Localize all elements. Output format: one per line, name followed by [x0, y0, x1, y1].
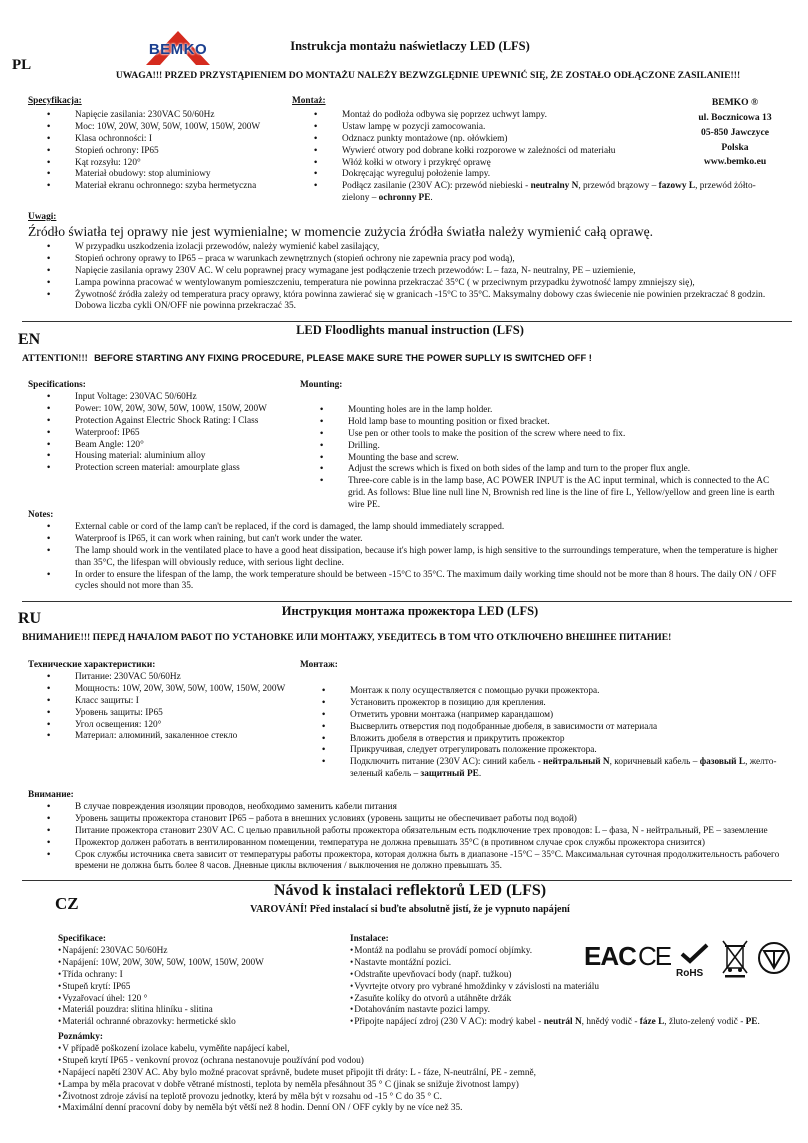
- pl-big-note: Źródło światła tej oprawy nie jest wymienialne; w momencie zużycia źródła światła należy wymienić całą oprawę.: [28, 224, 654, 239]
- list-item: • External cable or cord of the lamp can't be replaced, if the cord is damaged, the lamp should immediately scrapped.: [75, 522, 793, 534]
- list-item: • Protection screen material: amourplate glass: [75, 463, 295, 475]
- list-item: • Odznacz punkty montażowe (np. ołówkiem): [342, 134, 782, 146]
- ru-title: Инструкция монтажа прожектора LED (LFS): [281, 604, 539, 618]
- list-item: • Napájení: 10W, 20W, 30W, 50W, 100W, 150W, 200W: [58, 958, 348, 970]
- wiring-text: , przewód brązowy –: [578, 181, 659, 192]
- list-item: • Wywierć otwory pod dobrane kołki rozporowe w zależności od materiału: [342, 146, 782, 158]
- pl-spec-list: [75, 110, 295, 193]
- lang-en-label: EN: [18, 331, 41, 348]
- list-item: • Lampa by měla pracovat v dobře větrané místnosti, teplota by neměla přesáhnout 35 ° C (jinak se snižuje životnost lampy): [58, 1080, 788, 1092]
- wiring-text: , желто-зеленый кабель –: [350, 757, 777, 780]
- cz-spec-list: [58, 946, 348, 1029]
- wiring-earth: защитный PE: [420, 769, 479, 780]
- list-item: • Three-core cable is in the lamp base, AC POWER INPUT is the AC input terminal, which is connected to the AC grid. As follows: Blue line null line N, Brownish red line is the line of fire L, Yellow/yellow and green line is earth wire PE.: [348, 476, 788, 512]
- pl-notes-heading: Uwagi:: [28, 212, 57, 222]
- list-item: • Dokręcając wyreguluj położenie lampy.: [342, 169, 782, 181]
- weee-bin-icon: [720, 938, 750, 978]
- list-item: • Třída ochrany: I: [58, 970, 348, 982]
- list-item: • Мощность: 10W, 20W, 30W, 50W, 100W, 150W, 200W: [75, 684, 295, 696]
- cz-warning: VAROVÁNÍ! Před instalací si buďte absolutně jistí, že je vypnuto napájení: [250, 904, 570, 915]
- list-item: • Lampa powinna pracować w wentylowanym pomieszczeniu, temperatura nie powinna przekraczać 35°C ( w przeciwnym przypadku żywotność lampy zmniejszy się),: [75, 278, 793, 290]
- ru-warning: ВНИМАНИЕ!!! ПЕРЕД НАЧАЛОМ РАБОТ ПО УСТАНОВКЕ ИЛИ МОНТАЖУ, УБЕДИТЕСЬ В ТОМ ЧТО ОТКЛЮЧЕНО ВНЕШНЕЕ ПИТАНИЕ!: [22, 632, 672, 643]
- list-item: • Moc: 10W, 20W, 30W, 50W, 100W, 150W, 200W: [75, 122, 295, 134]
- list-item: • Adjust the screws which is fixed on both sides of the lamp and turn to the proper flux angle.: [348, 464, 788, 476]
- list-item: • Материал: алюминий, закаленное стекло: [75, 731, 295, 743]
- list-item: • Zasuňte kolíky do otvorů a utáhněte držák: [350, 994, 780, 1006]
- list-item: [350, 757, 788, 781]
- list-item: • Drilling.: [348, 441, 788, 453]
- pl-spec-heading: Specyfikacja:: [28, 96, 82, 106]
- bemko-logo: [132, 28, 224, 68]
- pl-mount-heading: Montaż:: [292, 96, 326, 106]
- list-item: • Napájení: 230VAC 50/60Hz: [58, 946, 348, 958]
- list-item: • Прикручивая, следует отрегулировать положение прожектора.: [350, 745, 788, 757]
- list-item: • In order to ensure the lifespan of the lamp, the work temperature should be between -15°C to 35°C. The maximum daily working time should not be more than 8 hours. The daily ON / OFF cycles should not more than 35.: [75, 570, 793, 594]
- list-item: • Beam Angle: 120°: [75, 440, 295, 452]
- list-item: • Dotahováním nastavte pozici lampy.: [350, 1005, 780, 1017]
- wiring-phase: фазовый L: [699, 757, 746, 768]
- list-item: • W przypadku uszkodzenia izolacji przewodów, należy wymienić kabel zasilający,: [75, 242, 793, 254]
- list-item: • V případě poškození izolace kabelu, vyměňte napájecí kabel,: [58, 1044, 788, 1056]
- list-item: • Уровень защиты прожектора становит IP65 – работа в внешних условиях (уровень защиты не обеспечивает работы под водой): [75, 814, 793, 826]
- lang-ru-label: RU: [18, 610, 42, 627]
- wiring-text: , žluto-zelený vodič -: [664, 1017, 746, 1028]
- address-line: 05-850 Jawczyce: [701, 126, 769, 138]
- list-item: • Housing material: aluminium alloy: [75, 451, 295, 463]
- list-item: • Maximální denní pracovní doby by neměla být větší než 8 hodin. Denní ON / OFF cykly by ne více než 35.: [58, 1103, 788, 1115]
- checkmark-icon: [676, 942, 712, 964]
- list-item: • Klasa ochronności: I: [75, 134, 295, 146]
- list-item: • Materiál pouzdra: slitina hliníku - slitina: [58, 1005, 348, 1017]
- list-item: • Вложить дюбеля в отверстия и прикрутить прожектор: [350, 734, 788, 746]
- cz-notes-heading: Poznámky:: [58, 1032, 103, 1042]
- list-item: • Ustaw lampę w pozycji zamocowania.: [342, 122, 782, 134]
- list-item: • Hold lamp base to mounting position or fixed bracket.: [348, 417, 788, 429]
- cz-mount-heading: Instalace:: [350, 934, 389, 944]
- ru-spec-list: [75, 672, 295, 743]
- list-item: • Питание прожектора становит 230V AC. С целью правильной работы прожектора обязательным есть подключение трех проводов: L – фаза, N - нейтральный, PE – заземление: [75, 826, 793, 838]
- section-divider: [22, 601, 792, 602]
- lang-pl-label: PL: [12, 57, 32, 73]
- en-mount-heading: Mounting:: [300, 380, 343, 390]
- address-line: www.bemko.eu: [703, 156, 767, 168]
- list-item: • Waterproof is IP65, it can work when raining, but can't work under the water.: [75, 534, 793, 546]
- list-item: [342, 181, 782, 205]
- list-item: [350, 1017, 780, 1029]
- list-item: • Mounting holes are in the lamp holder.: [348, 405, 788, 417]
- cz-notes-list: [58, 1044, 788, 1115]
- ru-mount-heading: Монтаж:: [300, 660, 338, 670]
- list-item: • Уровень защиты: IP65: [75, 708, 295, 720]
- list-item: • Отметить уровни монтажа (например карандашом): [350, 710, 788, 722]
- en-title: LED Floodlights manual instruction (LFS): [296, 323, 524, 337]
- pl-warning: UWAGA!!! PRZED PRZYSTĄPIENIEM DO MONTAŻU NALEŻY BEZWZGLĘDNIE UPEWNIĆ SIĘ, ŻE ZOSTAŁO ODŁĄCZONE ZASILANIE!!!: [115, 70, 741, 81]
- list-item: • Установить прожектор в позицию для крепления.: [350, 698, 788, 710]
- list-item: • Odstraňte upevňovací body (např. tužkou): [350, 970, 780, 982]
- list-item: • Срок службы источника света зависит от температуры работы прожектора, которая должна быть в диапазоне -15°C – 35°C. Максимальная суточная продолжительность рабочего времени не должна быть более 8 часов. Дневные циклы включения / выключения не должно превышать 35.: [75, 850, 793, 874]
- list-item: • The lamp should work in the ventilated place to have a good heat dissipation, because it's high power lamp, is high sensitive to the surroundings temperature, when the temperature is higher than 35°C, the lifespan will obviously reduce, with serious light decline.: [75, 546, 793, 570]
- lang-cz-label: CZ: [55, 894, 79, 913]
- pl-title: Instrukcja montażu naświetlaczy LED (LFS): [290, 39, 530, 53]
- wiring-phase: fáze L: [639, 1017, 665, 1028]
- list-item: • Nastavte montážní pozici.: [350, 958, 780, 970]
- en-warning-text: BEFORE STARTING ANY FIXING PROCEDURE, PLEASE MAKE SURE THE POWER SUPLLY IS SWITCHED OFF !: [94, 352, 592, 363]
- list-item: • Прожектор должен работать в вентилированном помещении, температура не должна превышать 35°C (в противном случае срок службы прожектора снизится): [75, 838, 793, 850]
- ru-notes-list: [75, 802, 793, 873]
- rohs-mark: [676, 942, 712, 979]
- wiring-earth: ochronny PE: [378, 193, 431, 204]
- wiring-neutral: нейтральный N: [543, 757, 610, 768]
- list-item: • Высверлить отверстия под подобранные дюбеля, в зависимости от материала: [350, 722, 788, 734]
- list-item: • Input Voltage: 230VAC 50/60Hz: [75, 392, 295, 404]
- wiring-earth: PE: [745, 1017, 758, 1028]
- list-item: • Montaż do podłoża odbywa się poprzez uchwyt lampy.: [342, 110, 782, 122]
- rohs-label: RoHS: [676, 967, 704, 979]
- en-notes-list: [75, 522, 793, 593]
- address-line: BEMKO ®: [711, 97, 759, 108]
- list-item: • Vyzařovací úhel: 120 °: [58, 994, 348, 1006]
- wiring-text: , przewód żółto-zielony –: [342, 181, 756, 204]
- eac-mark: EAC: [584, 941, 636, 971]
- list-item: • Stupeň krytí IP65 - venkovní provoz (ochrana nestanovuje používání pod vodou): [58, 1056, 788, 1068]
- wiring-text: Подключить питание (230V AC): синий кабель -: [350, 757, 544, 768]
- certification-marks: [580, 936, 795, 980]
- list-item: • Montáž na podlahu se provádí pomocí objímky.: [350, 946, 780, 958]
- list-item: • Napájecí napětí 230V AC. Aby bylo možné pracovat správně, budete muset připojit tři dráty: L - fáze, N-neutrální, PE - zemně,: [58, 1068, 788, 1080]
- list-item: • Životnost zdroje závisí na teplotě provozu jednotky, která by měla být v rozsahu od -15 ° C do 35 ° C.: [58, 1092, 788, 1104]
- list-item: • Włóż kołki w otwory i przykręć oprawę: [342, 158, 782, 170]
- en-spec-heading: Specifications:: [28, 380, 86, 390]
- wiring-text: Podłącz zasilanie (230V AC): przewód niebieski -: [342, 181, 531, 192]
- list-item: • Mounting the base and screw.: [348, 453, 788, 465]
- list-item: • Napięcie zasilania: 230VAC 50/60Hz: [75, 110, 295, 122]
- list-item: • Класс защиты: I: [75, 696, 295, 708]
- list-item: • Materiał ekranu ochronnego: szyba hermetyczna: [75, 181, 295, 193]
- cz-title: Návod k instalaci reflektorů LED (LFS): [273, 882, 547, 899]
- en-notes-heading: Notes:: [28, 510, 54, 520]
- wiring-neutral: neutralny N: [530, 181, 579, 192]
- list-item: • Waterproof: IP65: [75, 428, 295, 440]
- en-mount-list: [348, 405, 788, 512]
- wiring-text: .: [757, 1017, 760, 1028]
- address-line: Polska: [721, 141, 749, 153]
- ru-notes-heading: Внимание:: [28, 790, 74, 800]
- wiring-neutral: neutrál N: [543, 1017, 582, 1028]
- list-item: • Stupeň krytí: IP65: [58, 982, 348, 994]
- pl-notes-list: [75, 242, 793, 313]
- list-item: • Vyvrtejte otvory pro vybrané hmoždinky v závislosti na materiálu: [350, 982, 780, 994]
- ru-mount-list: [350, 686, 788, 781]
- list-item: • Use pen or other tools to make the position of the screw where need to fix.: [348, 429, 788, 441]
- cz-spec-heading: Specifikace:: [58, 934, 107, 944]
- wiring-text: , коричневый кабель –: [609, 757, 700, 768]
- list-item: • Stopień ochrony: IP65: [75, 146, 295, 158]
- safety-mark-icon: [756, 940, 792, 976]
- list-item: • Napięcie zasilania oprawy 230V AC. W celu poprawnej pracy wymagane jest podłączenie trzech przewodów: L – faza, N- neutralny, PE – uziemienie,: [75, 266, 793, 278]
- list-item: • Materiał obudowy: stop aluminiowy: [75, 169, 295, 181]
- list-item: • Materiál ochranné obrazovky: hermetické sklo: [58, 1017, 348, 1029]
- ru-spec-heading: Технические характеристики:: [28, 660, 156, 670]
- list-item: • Питание: 230VAC 50/60Hz: [75, 672, 295, 684]
- list-item: • Kąt rozsyłu: 120°: [75, 158, 295, 170]
- company-address: [680, 96, 790, 170]
- wiring-text: .: [430, 193, 433, 204]
- wiring-phase: fazowy L: [658, 181, 696, 192]
- list-item: • В случае повреждения изоляции проводов, необходимо заменить кабели питания: [75, 802, 793, 814]
- list-item: • Монтаж к полу осуществляется с помощью ручки прожектора.: [350, 686, 788, 698]
- list-item: • Protection Against Electric Shock Rating: I Class: [75, 416, 295, 428]
- list-item: • Żywotność źródła zależy od temperatura pracy oprawy, która powinna zawierać się w granicach -15°C to 35°C. Maksymalny dobowy czas świecenie nie powinien przekraczać 8 godzin. Dobowa liczba cykli ON/OFF nie powinna przekraczać 35.: [75, 290, 793, 314]
- en-warning-label: ATTENTION!!!: [22, 354, 88, 364]
- wiring-text: Připojte napájecí zdroj (230 V AC): modrý kabel -: [354, 1017, 544, 1028]
- bemko-logo-text: BEMKO: [148, 41, 208, 58]
- list-item: • Stopień ochrony oprawy to IP65 – praca w warunkach zewnętrznych (stopień ochrony nie zapewnia pracy pod wodą),: [75, 254, 793, 266]
- en-warning: [22, 352, 802, 366]
- list-item: • Угол освещения: 120°: [75, 720, 295, 732]
- ce-mark: CE: [638, 941, 671, 971]
- list-item: • Power: 10W, 20W, 30W, 50W, 100W, 150W, 200W: [75, 404, 295, 416]
- wiring-text: .: [478, 769, 482, 780]
- en-spec-list: [75, 392, 295, 475]
- wiring-text: , hnědý vodič -: [581, 1017, 640, 1028]
- address-line: ul. Bocznicowa 13: [698, 111, 772, 123]
